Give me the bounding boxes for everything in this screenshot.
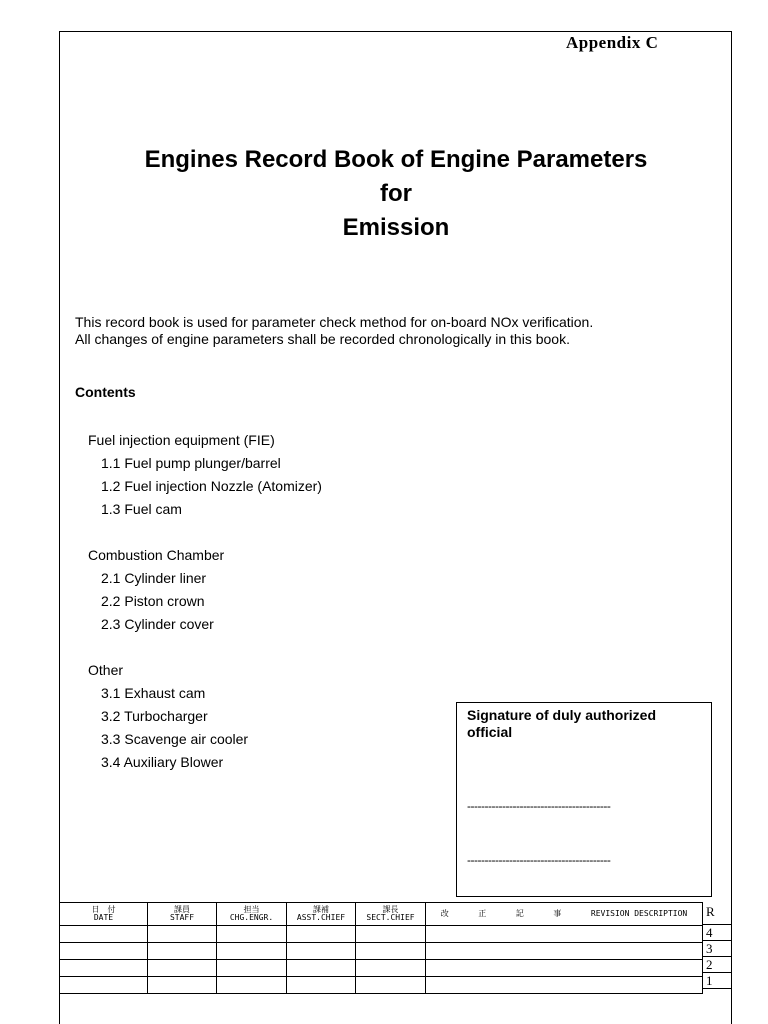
- revision-table: [59, 902, 703, 994]
- signature-line: -----------------------------------------: [467, 799, 611, 813]
- toc-item: 1.2 Fuel injection Nozzle (Atomizer): [101, 478, 322, 494]
- col-asst-chief: 課補 ASST.CHIEF: [287, 903, 356, 926]
- toc-item: 3.1 Exhaust cam: [101, 685, 206, 701]
- intro-line-2: All changes of engine parameters shall be recorded chronologically in this book.: [75, 331, 570, 347]
- toc-section-other: Other: [88, 662, 124, 678]
- col-revision-description: 改 正 記 事 REVISION DESCRIPTION: [426, 903, 703, 926]
- table-row: [60, 943, 703, 960]
- table-row: [60, 926, 703, 943]
- toc-item: 1.1 Fuel pump plunger/barrel: [101, 455, 281, 471]
- toc-item: 2.3 Cylinder cover: [101, 616, 214, 632]
- toc-item: 3.2 Turbocharger: [101, 708, 208, 724]
- appendix-label: Appendix C: [566, 33, 659, 52]
- toc-item: 2.2 Piston crown: [101, 593, 205, 609]
- toc-section-combustion: Combustion Chamber: [88, 547, 225, 563]
- col-date: 日 付 DATE: [60, 903, 148, 926]
- document-title: [60, 143, 732, 245]
- toc-item: 3.3 Scavenge air cooler: [101, 731, 249, 747]
- revision-number-column: [702, 902, 732, 989]
- signature-line: -----------------------------------------: [467, 853, 611, 867]
- toc-item: 2.1 Cylinder liner: [101, 570, 207, 586]
- signature-label: Signature of duly authorized official: [467, 707, 657, 740]
- revision-number: 2: [702, 957, 732, 973]
- intro-text: [75, 314, 593, 348]
- revision-number: 1: [702, 973, 732, 989]
- col-sect-chief: 課長 SECT.CHIEF: [356, 903, 426, 926]
- table-row: [60, 977, 703, 994]
- col-staff: 課員 STAFF: [148, 903, 217, 926]
- table-row: [60, 960, 703, 977]
- revision-number: 3: [702, 941, 732, 957]
- toc-section-fie: Fuel injection equipment (FIE): [88, 432, 275, 448]
- revision-number: 4: [702, 925, 732, 941]
- table-of-contents: [88, 429, 322, 774]
- col-chg-engr: 担当 CHG.ENGR.: [217, 903, 287, 926]
- toc-item: 3.4 Auxiliary Blower: [101, 754, 224, 770]
- title-line-1: Engines Record Book of Engine Parameters: [144, 146, 648, 173]
- title-line-2: for: [380, 180, 412, 207]
- revision-number-header: R: [702, 902, 732, 925]
- signature-box: [456, 702, 712, 897]
- toc-item: 1.3 Fuel cam: [101, 501, 182, 517]
- contents-heading: Contents: [75, 384, 136, 400]
- title-line-3: Emission: [342, 214, 450, 241]
- intro-line-1: This record book is used for parameter check method for on-board NOx verification.: [75, 314, 594, 330]
